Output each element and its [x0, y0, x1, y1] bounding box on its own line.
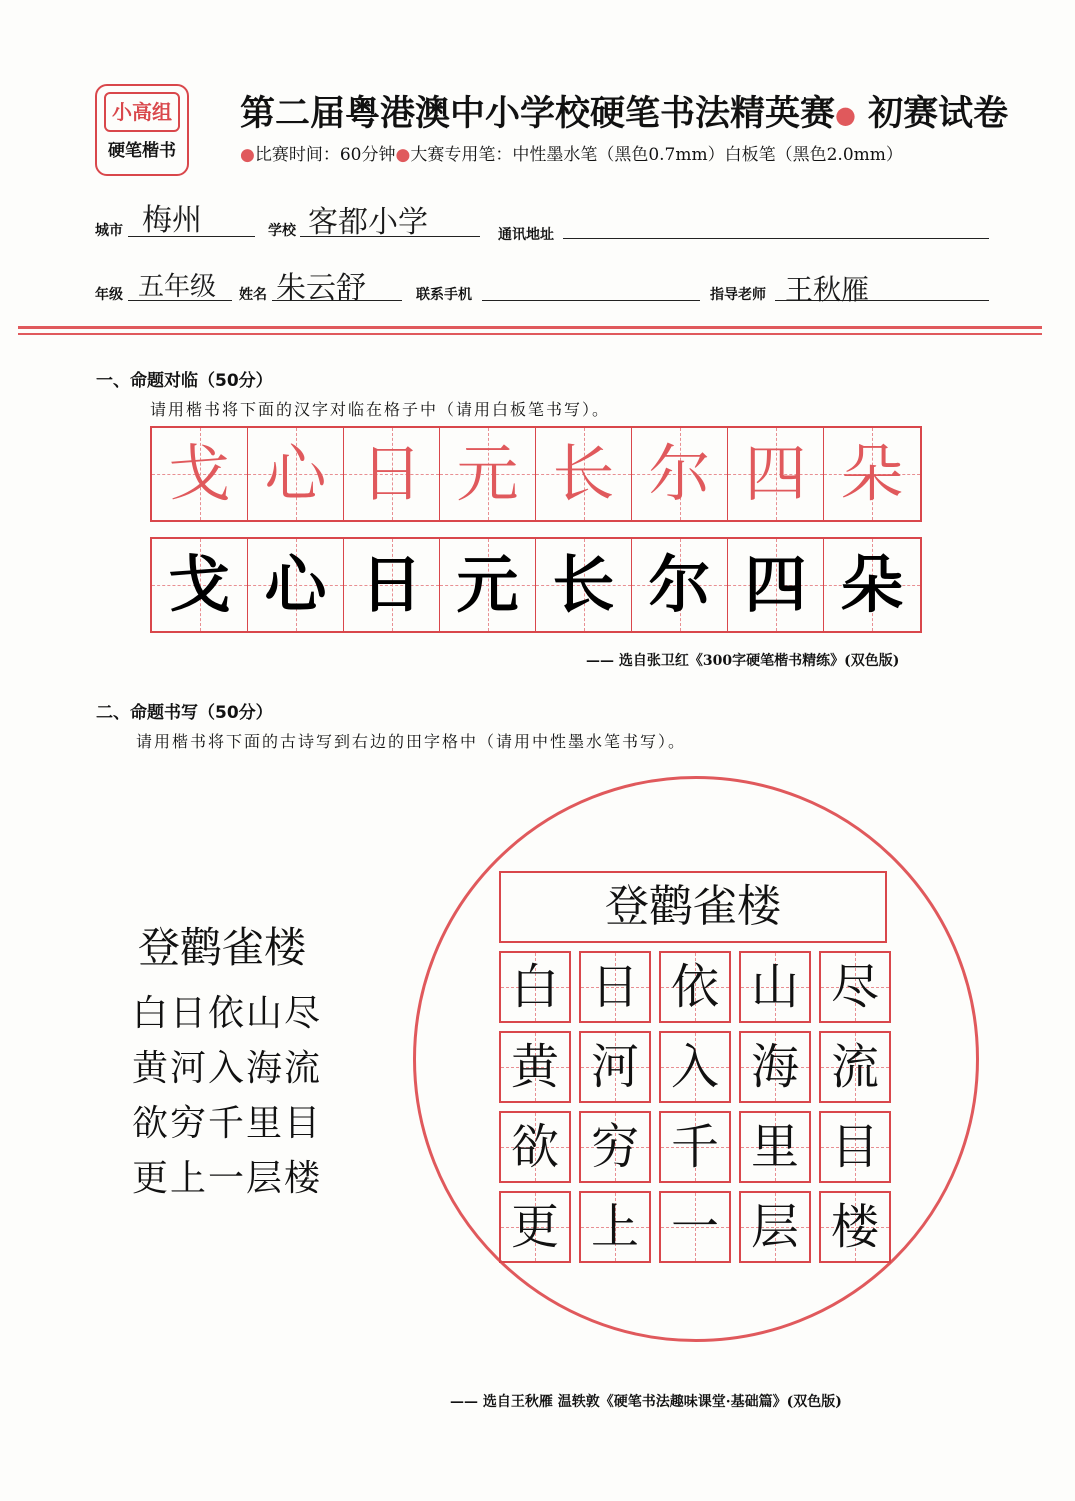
- poem-written-char: 欲: [510, 1119, 559, 1175]
- subtitle-pens: 大赛专用笔：中性墨水笔（黑色0.7mm）白板笔（黑色2.0mm）: [410, 145, 903, 165]
- model-cell: [248, 428, 344, 520]
- bullet-icon: ●: [395, 145, 411, 165]
- subtitle-time: 比赛时间：60分钟: [254, 145, 396, 165]
- poem-cell[interactable]: [499, 1031, 571, 1103]
- poem-cell[interactable]: [819, 1191, 891, 1263]
- poem-written-char: 目: [830, 1119, 879, 1175]
- poem-written-char: 黄: [510, 1039, 559, 1095]
- model-char: 尔: [648, 437, 711, 510]
- teacher-label: 指导老师: [710, 287, 766, 303]
- section1-heading: 一、命题对临（50分）: [96, 371, 273, 391]
- teacher-field[interactable]: 王秋雁: [785, 273, 870, 306]
- poem-written-char: 依: [670, 959, 719, 1015]
- written-char: 四: [744, 548, 807, 621]
- poem-cell[interactable]: [659, 1111, 731, 1183]
- written-char: 朵: [840, 548, 903, 621]
- answer-cell[interactable]: [344, 539, 440, 631]
- section1-instruction: 请用楷书将下面的汉字对临在格子中（请用白板笔书写）。: [150, 400, 611, 419]
- model-cell: [440, 428, 536, 520]
- poem-line-1: 白日依山尽: [132, 993, 323, 1034]
- written-char: 日: [360, 548, 423, 621]
- grade-field[interactable]: 五年级: [138, 272, 217, 302]
- poem-written-char: 入: [670, 1039, 719, 1095]
- poem-cell[interactable]: [499, 1191, 571, 1263]
- poem-written-char: 里: [750, 1119, 799, 1175]
- answer-cell[interactable]: [152, 539, 248, 631]
- model-cell: [152, 428, 248, 520]
- poem-written-char: 海: [750, 1039, 799, 1095]
- bullet-icon: ●: [835, 101, 856, 129]
- section2-instruction: 请用楷书将下面的古诗写到右边的田字格中（请用中性墨水笔书写）。: [136, 732, 687, 751]
- poem-cell[interactable]: [579, 951, 651, 1023]
- written-char: 心: [264, 548, 327, 621]
- name-field[interactable]: 朱云舒: [276, 271, 366, 306]
- poem-line-4: 更上一层楼: [132, 1158, 323, 1199]
- poem-written-char: 楼: [830, 1199, 879, 1255]
- city-field[interactable]: 梅州: [142, 203, 202, 238]
- model-char: 四: [744, 437, 807, 510]
- answer-cell[interactable]: [824, 539, 920, 631]
- poem-written-char: 河: [590, 1039, 639, 1095]
- model-char: 朵: [840, 437, 903, 510]
- section2-source: —— 选自王秋雁 温轶敦《硬笔书法趣味课堂·基础篇》(双色版): [450, 1394, 842, 1410]
- poem-cell[interactable]: [499, 951, 571, 1023]
- group-badge: [95, 84, 189, 176]
- written-char: 戈: [168, 548, 231, 621]
- title-stage: 初赛试卷: [868, 94, 1009, 134]
- poem-written-char: 穷: [590, 1119, 639, 1175]
- poem-written-char: 山: [750, 959, 799, 1015]
- poem-cell[interactable]: [819, 1031, 891, 1103]
- model-cell: [536, 428, 632, 520]
- model-char: 元: [456, 437, 519, 510]
- model-cell: [344, 428, 440, 520]
- divider-top: [18, 326, 1042, 329]
- answer-cell[interactable]: [632, 539, 728, 631]
- poem-written-char: 流: [830, 1039, 879, 1095]
- poem-written-char: 尽: [830, 959, 879, 1015]
- poem-grid-row: [499, 1111, 891, 1183]
- name-label: 姓名: [239, 287, 267, 303]
- model-char: 长: [552, 437, 615, 510]
- poem-cell[interactable]: [579, 1111, 651, 1183]
- model-char: 戈: [168, 437, 231, 510]
- poem-written-char: 日: [590, 959, 639, 1015]
- model-grid: [150, 426, 922, 522]
- model-cell: [728, 428, 824, 520]
- badge-group: 小高组: [104, 92, 180, 132]
- address-field[interactable]: [563, 238, 989, 239]
- city-label: 城市: [95, 223, 123, 239]
- answer-cell[interactable]: [728, 539, 824, 631]
- poem-title: 登鹳雀楼: [138, 923, 307, 972]
- poem-written-char: 白: [510, 959, 559, 1015]
- title-main: 第二届粤港澳中小学校硬笔书法精英赛: [240, 94, 836, 134]
- written-char: 长: [552, 548, 615, 621]
- grade-label: 年级: [95, 287, 123, 303]
- written-char: 元: [456, 548, 519, 621]
- address-label: 通讯地址: [498, 227, 554, 243]
- poem-grid-row: [499, 1191, 891, 1263]
- poem-written-char: 上: [590, 1199, 639, 1255]
- poem-cell[interactable]: [659, 1191, 731, 1263]
- poem-grid-row: [499, 951, 891, 1023]
- poem-cell[interactable]: [659, 1031, 731, 1103]
- model-cell: [824, 428, 920, 520]
- page-subtitle: [240, 140, 903, 165]
- answer-cell[interactable]: [248, 539, 344, 631]
- poem-cell[interactable]: [739, 1191, 811, 1263]
- phone-field[interactable]: [482, 300, 700, 301]
- poem-cell[interactable]: [819, 1111, 891, 1183]
- phone-label: 联系手机: [416, 287, 472, 303]
- written-poem-title[interactable]: 登鹳雀楼: [499, 871, 887, 943]
- section1-source: —— 选自张卫红《300字硬笔楷书精练》(双色版): [586, 653, 900, 669]
- school-label: 学校: [268, 223, 296, 239]
- poem-cell[interactable]: [739, 951, 811, 1023]
- poem-line-2: 黄河入海流: [132, 1048, 323, 1089]
- school-field[interactable]: 客都小学: [308, 205, 428, 240]
- answer-cell[interactable]: [536, 539, 632, 631]
- poem-cell[interactable]: [739, 1111, 811, 1183]
- poem-cell[interactable]: [579, 1031, 651, 1103]
- poem-written-char: 更: [510, 1199, 559, 1255]
- divider-bottom: [18, 333, 1042, 335]
- poem-line-3: 欲穷千里目: [132, 1103, 323, 1144]
- poem-grid-row: [499, 1031, 891, 1103]
- written-char: 尔: [648, 548, 711, 621]
- poem-written-char: 层: [750, 1199, 799, 1255]
- poem-cell[interactable]: [499, 1111, 571, 1183]
- answer-cell[interactable]: [440, 539, 536, 631]
- page-title: [240, 86, 1008, 136]
- poem-written-char: 一: [670, 1199, 719, 1255]
- model-cell: [632, 428, 728, 520]
- badge-category: 硬笔楷书: [108, 141, 176, 161]
- poem-cell[interactable]: [819, 951, 891, 1023]
- poem-written-char: 千: [670, 1119, 719, 1175]
- model-char: 日: [360, 437, 423, 510]
- poem-cell[interactable]: [739, 1031, 811, 1103]
- bullet-icon: ●: [240, 145, 255, 165]
- poem-cell[interactable]: [659, 951, 731, 1023]
- answer-grid: [150, 537, 922, 633]
- model-char: 心: [264, 437, 327, 510]
- section2-heading: 二、命题书写（50分）: [96, 703, 273, 723]
- poem-cell[interactable]: [579, 1191, 651, 1263]
